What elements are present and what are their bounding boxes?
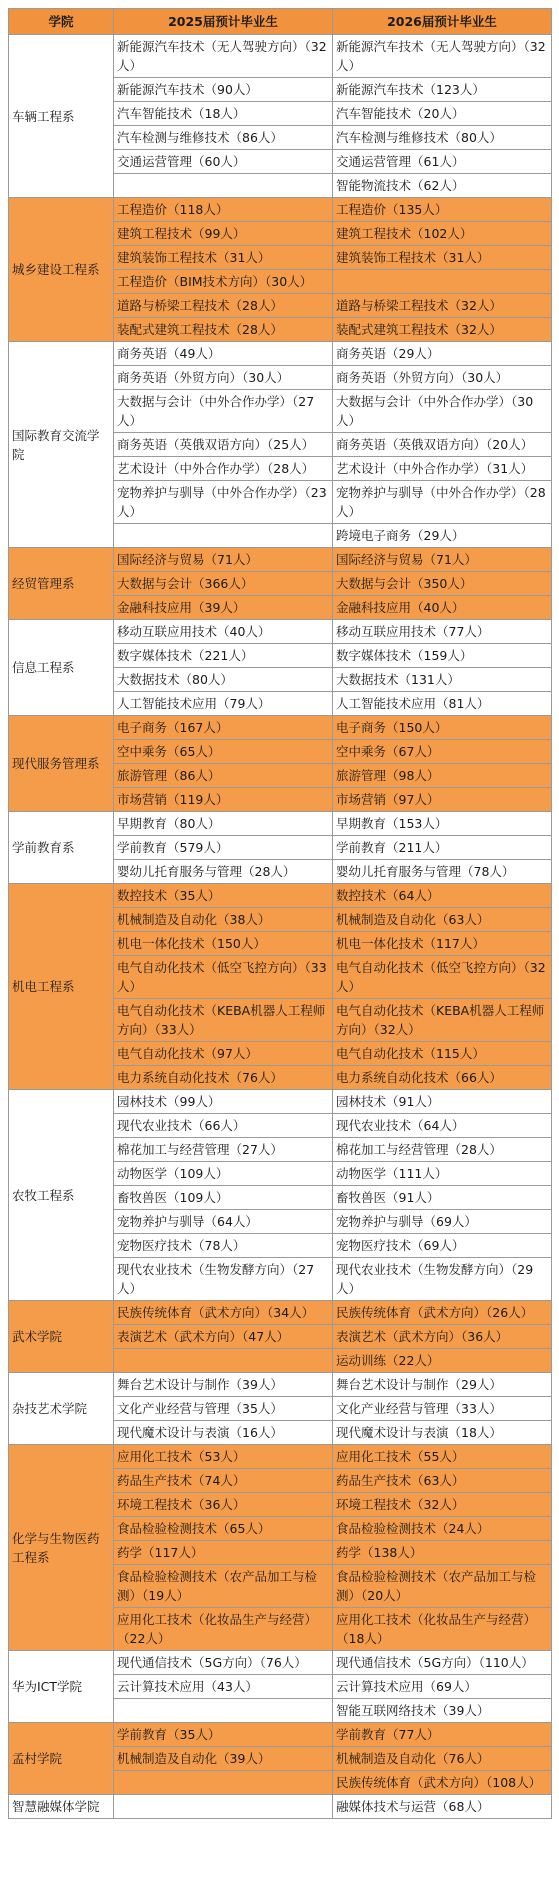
major-2026: 新能源汽车技术（123人） (333, 78, 552, 102)
major-2026: 金融科技应用（40人） (333, 596, 552, 620)
major-2026: 婴幼儿托育服务与管理（78人） (333, 860, 552, 884)
major-2026: 宠物养护与驯导（中外合作办学）（28人） (333, 481, 552, 524)
major-2025: 大数据与会计（366人） (114, 572, 333, 596)
major-2025: 工程造价（118人） (114, 198, 333, 222)
major-2025: 大数据技术（80人） (114, 668, 333, 692)
major-2025: 食品检验检测技术（农产品加工与检测）（19人） (114, 1565, 333, 1608)
major-2026: 大数据与会计（中外合作办学）（30人） (333, 390, 552, 433)
major-2025: 宠物养护与驯导（中外合作办学）（23人） (114, 481, 333, 524)
major-2025: 应用化工技术（化妆品生产与经营）（22人） (114, 1608, 333, 1651)
major-2026: 表演艺术（武术方向）（36人） (333, 1325, 552, 1349)
major-2026: 道路与桥梁工程技术（32人） (333, 294, 552, 318)
major-2025: 数控技术（35人） (114, 884, 333, 908)
major-2025: 商务英语（英俄双语方向）（25人） (114, 433, 333, 457)
major-2025: 现代农业技术（生物发酵方向）（27人） (114, 1258, 333, 1301)
major-2026: 智能物流技术（62人） (333, 174, 552, 198)
major-2025 (114, 1349, 333, 1373)
major-2025: 云计算技术应用（43人） (114, 1675, 333, 1699)
major-2025: 宠物医疗技术（78人） (114, 1234, 333, 1258)
major-2026: 药品生产技术（63人） (333, 1469, 552, 1493)
table-row (9, 1795, 552, 1819)
major-2025: 电气自动化技术（97人） (114, 1042, 333, 1066)
major-2026: 新能源汽车技术（无人驾驶方向）（32人） (333, 35, 552, 78)
major-2026: 数控技术（64人） (333, 884, 552, 908)
major-2026: 市场营销（97人） (333, 788, 552, 812)
major-2026: 装配式建筑工程技术（32人） (333, 318, 552, 342)
major-2025: 装配式建筑工程技术（28人） (114, 318, 333, 342)
college-name: 经贸管理系 (9, 548, 114, 620)
major-2025: 现代农业技术（66人） (114, 1114, 333, 1138)
major-2026: 跨境电子商务（29人） (333, 524, 552, 548)
major-2026: 现代通信技术（5G方向）（110人） (333, 1651, 552, 1675)
college-name: 武术学院 (9, 1301, 114, 1373)
header-2026: 2026届预计毕业生 (333, 9, 552, 35)
major-2026: 畜牧兽医（91人） (333, 1186, 552, 1210)
major-2026: 融媒体技术与运营（68人） (333, 1795, 552, 1819)
major-2025: 表演艺术（武术方向）（47人） (114, 1325, 333, 1349)
major-2026: 电子商务（150人） (333, 716, 552, 740)
college-name: 学前教育系 (9, 812, 114, 884)
table-row (9, 1090, 552, 1114)
college-name: 智慧融媒体学院 (9, 1795, 114, 1819)
major-2025 (114, 1795, 333, 1819)
major-2026: 建筑工程技术（102人） (333, 222, 552, 246)
table-row (9, 1651, 552, 1675)
major-2025: 商务英语（49人） (114, 342, 333, 366)
major-2025: 新能源汽车技术（90人） (114, 78, 333, 102)
major-2026: 环境工程技术（32人） (333, 1493, 552, 1517)
major-2026: 运动训练（22人） (333, 1349, 552, 1373)
major-2026: 应用化工技术（化妆品生产与经营）（18人） (333, 1608, 552, 1651)
major-2025: 市场营销（119人） (114, 788, 333, 812)
major-2025: 空中乘务（65人） (114, 740, 333, 764)
major-2026: 电气自动化技术（115人） (333, 1042, 552, 1066)
table-row (9, 812, 552, 836)
major-2025: 药学（117人） (114, 1541, 333, 1565)
major-2026: 数字媒体技术（159人） (333, 644, 552, 668)
major-2025: 学前教育（35人） (114, 1723, 333, 1747)
major-2026: 移动互联应用技术（77人） (333, 620, 552, 644)
table-row (9, 1723, 552, 1747)
table-row (9, 198, 552, 222)
major-2025: 交通运营管理（60人） (114, 150, 333, 174)
major-2026: 食品检验检测技术（农产品加工与检测）（20人） (333, 1565, 552, 1608)
major-2025: 棉花加工与经营管理（27人） (114, 1138, 333, 1162)
major-2025: 食品检验检测技术（65人） (114, 1517, 333, 1541)
major-2026: 现代魔术设计与表演（18人） (333, 1421, 552, 1445)
major-2025: 药品生产技术（74人） (114, 1469, 333, 1493)
major-2025: 电子商务（167人） (114, 716, 333, 740)
major-2025: 机电一体化技术（150人） (114, 932, 333, 956)
major-2025: 大数据与会计（中外合作办学）（27人） (114, 390, 333, 433)
table-row (9, 1301, 552, 1325)
major-2025: 新能源汽车技术（无人驾驶方向）（32人） (114, 35, 333, 78)
major-2025: 机械制造及自动化（38人） (114, 908, 333, 932)
major-2026: 动物医学（111人） (333, 1162, 552, 1186)
major-2026: 宠物养护与驯导（69人） (333, 1210, 552, 1234)
table-body (9, 35, 552, 1819)
major-2026: 食品检验检测技术（24人） (333, 1517, 552, 1541)
header-2025: 2025届预计毕业生 (114, 9, 333, 35)
major-2026: 宠物医疗技术（69人） (333, 1234, 552, 1258)
table-row (9, 1373, 552, 1397)
major-2025: 机械制造及自动化（39人） (114, 1747, 333, 1771)
major-2026: 电气自动化技术（KEBA机器人工程师方向）（32人） (333, 999, 552, 1042)
college-name: 城乡建设工程系 (9, 198, 114, 342)
major-2025: 婴幼儿托育服务与管理（28人） (114, 860, 333, 884)
major-2026: 早期教育（153人） (333, 812, 552, 836)
table-row (9, 716, 552, 740)
header-row (9, 9, 552, 35)
table-row (9, 548, 552, 572)
major-2025: 人工智能技术应用（79人） (114, 692, 333, 716)
major-2026: 云计算技术应用（69人） (333, 1675, 552, 1699)
major-2026: 建筑装饰工程技术（31人） (333, 246, 552, 270)
table-row (9, 35, 552, 78)
major-2026: 机械制造及自动化（63人） (333, 908, 552, 932)
major-2026: 文化产业经营与管理（33人） (333, 1397, 552, 1421)
major-2025: 早期教育（80人） (114, 812, 333, 836)
table-row (9, 342, 552, 366)
major-2026: 人工智能技术应用（81人） (333, 692, 552, 716)
major-2026: 艺术设计（中外合作办学）（31人） (333, 457, 552, 481)
college-name: 机电工程系 (9, 884, 114, 1090)
major-2025: 园林技术（99人） (114, 1090, 333, 1114)
major-2025 (114, 524, 333, 548)
major-2025: 建筑工程技术（99人） (114, 222, 333, 246)
major-2026: 电力系统自动化技术（66人） (333, 1066, 552, 1090)
major-2025: 电气自动化技术（KEBA机器人工程师方向）（33人） (114, 999, 333, 1042)
major-2025 (114, 174, 333, 198)
major-2026: 学前教育（211人） (333, 836, 552, 860)
college-name: 国际教育交流学院 (9, 342, 114, 548)
major-2026: 民族传统体育（武术方向）（26人） (333, 1301, 552, 1325)
major-2026: 民族传统体育（武术方向）（108人） (333, 1771, 552, 1795)
graduates-table (8, 8, 552, 1819)
major-2026: 学前教育（77人） (333, 1723, 552, 1747)
major-2026: 商务英语（29人） (333, 342, 552, 366)
header-college: 学院 (9, 9, 114, 35)
major-2025: 舞台艺术设计与制作（39人） (114, 1373, 333, 1397)
major-2026: 机电一体化技术（117人） (333, 932, 552, 956)
college-name: 农牧工程系 (9, 1090, 114, 1301)
major-2025 (114, 1771, 333, 1795)
table-row (9, 884, 552, 908)
major-2026: 汽车智能技术（20人） (333, 102, 552, 126)
table-row (9, 620, 552, 644)
major-2025: 移动互联应用技术（40人） (114, 620, 333, 644)
college-name: 现代服务管理系 (9, 716, 114, 812)
major-2026: 机械制造及自动化（76人） (333, 1747, 552, 1771)
major-2026: 应用化工技术（55人） (333, 1445, 552, 1469)
major-2026: 国际经济与贸易（71人） (333, 548, 552, 572)
major-2025: 学前教育（579人） (114, 836, 333, 860)
major-2025: 商务英语（外贸方向）（30人） (114, 366, 333, 390)
college-name: 孟村学院 (9, 1723, 114, 1795)
table-row (9, 1445, 552, 1469)
college-name: 车辆工程系 (9, 35, 114, 198)
college-name: 杂技艺术学院 (9, 1373, 114, 1445)
major-2025: 工程造价（BIM技术方向）（30人） (114, 270, 333, 294)
major-2026: 工程造价（135人） (333, 198, 552, 222)
college-name: 华为ICT学院 (9, 1651, 114, 1723)
major-2026: 药学（138人） (333, 1541, 552, 1565)
major-2026: 舞台艺术设计与制作（29人） (333, 1373, 552, 1397)
major-2026: 汽车检测与维修技术（80人） (333, 126, 552, 150)
major-2026: 现代农业技术（64人） (333, 1114, 552, 1138)
major-2026: 商务英语（英俄双语方向）（20人） (333, 433, 552, 457)
major-2025: 道路与桥梁工程技术（28人） (114, 294, 333, 318)
major-2025: 环境工程技术（36人） (114, 1493, 333, 1517)
major-2025: 旅游管理（86人） (114, 764, 333, 788)
major-2025: 电力系统自动化技术（76人） (114, 1066, 333, 1090)
major-2025 (114, 1699, 333, 1723)
major-2025: 宠物养护与驯导（64人） (114, 1210, 333, 1234)
major-2025: 动物医学（109人） (114, 1162, 333, 1186)
major-2025: 应用化工技术（53人） (114, 1445, 333, 1469)
major-2026: 智能互联网络技术（39人） (333, 1699, 552, 1723)
major-2025: 畜牧兽医（109人） (114, 1186, 333, 1210)
major-2026: 电气自动化技术（低空飞控方向）（32人） (333, 956, 552, 999)
major-2025: 汽车检测与维修技术（86人） (114, 126, 333, 150)
major-2025: 现代魔术设计与表演（16人） (114, 1421, 333, 1445)
major-2026: 棉花加工与经营管理（28人） (333, 1138, 552, 1162)
major-2025: 国际经济与贸易（71人） (114, 548, 333, 572)
major-2025: 建筑装饰工程技术（31人） (114, 246, 333, 270)
major-2026: 大数据与会计（350人） (333, 572, 552, 596)
major-2026: 交通运营管理（61人） (333, 150, 552, 174)
major-2025: 汽车智能技术（18人） (114, 102, 333, 126)
major-2026: 园林技术（91人） (333, 1090, 552, 1114)
major-2025: 数字媒体技术（221人） (114, 644, 333, 668)
major-2026 (333, 270, 552, 294)
college-name: 化学与生物医药工程系 (9, 1445, 114, 1651)
major-2026: 空中乘务（67人） (333, 740, 552, 764)
major-2026: 旅游管理（98人） (333, 764, 552, 788)
major-2025: 民族传统体育（武术方向）（34人） (114, 1301, 333, 1325)
major-2026: 商务英语（外贸方向）（30人） (333, 366, 552, 390)
college-name: 信息工程系 (9, 620, 114, 716)
major-2025: 金融科技应用（39人） (114, 596, 333, 620)
major-2025: 艺术设计（中外合作办学）（28人） (114, 457, 333, 481)
major-2025: 现代通信技术（5G方向）（76人） (114, 1651, 333, 1675)
major-2026: 大数据技术（131人） (333, 668, 552, 692)
major-2025: 电气自动化技术（低空飞控方向）（33人） (114, 956, 333, 999)
major-2026: 现代农业技术（生物发酵方向）（29人） (333, 1258, 552, 1301)
major-2025: 文化产业经营与管理（35人） (114, 1397, 333, 1421)
